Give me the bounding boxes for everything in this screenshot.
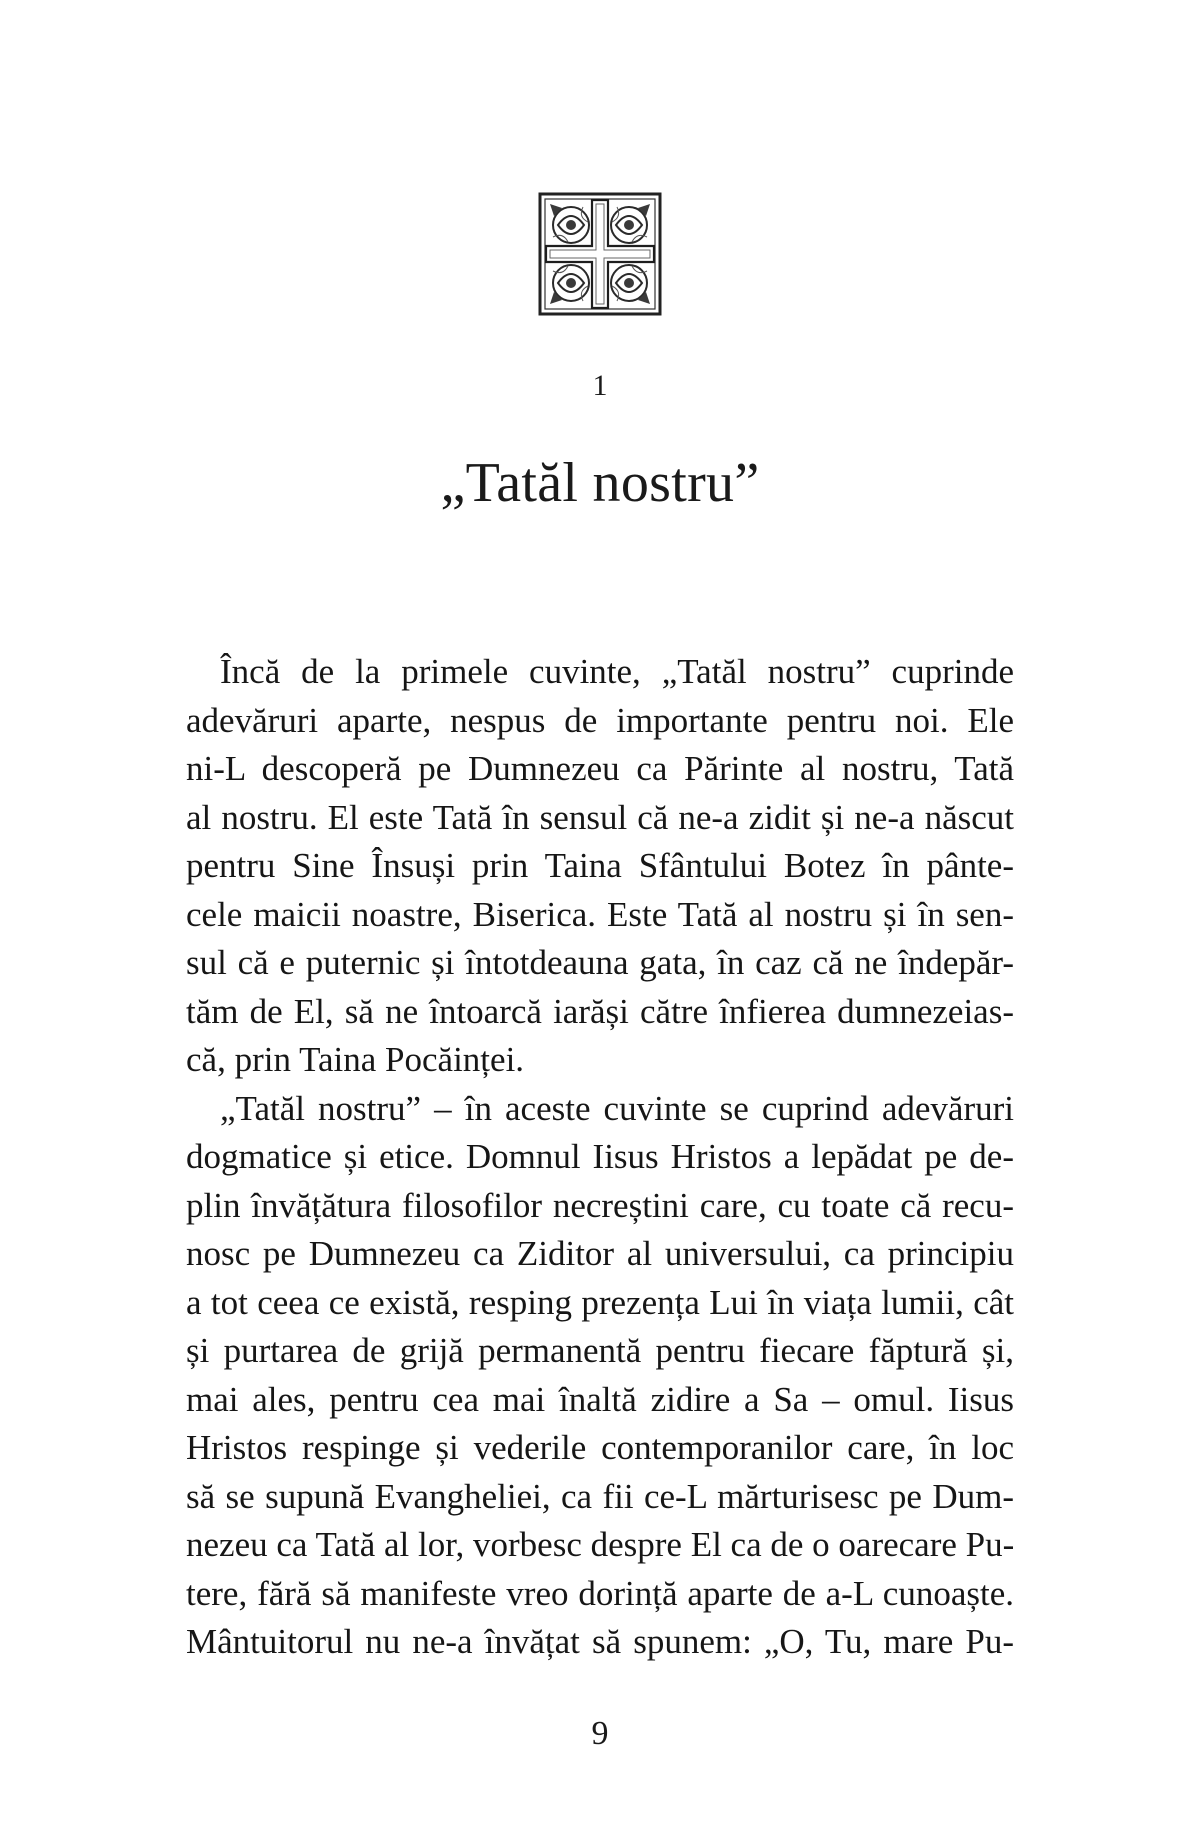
- text-line: al nostru. El este Tată în sensul că ne-a zidit și ne-a născut: [186, 797, 1014, 837]
- paragraph: [186, 648, 1014, 1085]
- text-line: Încă de la primele cuvinte, „Tatăl nostru” cuprinde: [220, 652, 1014, 691]
- text-line: plin învățătura filosofilor necreștini care, cu toate că recu-: [186, 1185, 1014, 1225]
- text-line: adevăruri aparte, nespus de importante pentru noi. Ele: [186, 700, 1014, 740]
- text-line: să se supună Evangheliei, ca fii ce-L mărturisesc pe Dum-: [186, 1476, 1014, 1516]
- text-line: cele maicii noastre, Biserica. Este Tată al nostru și în sen-: [186, 894, 1014, 934]
- text-line: nezeu ca Tată al lor, vorbesc despre El ca de o oarecare Pu-: [186, 1525, 1015, 1564]
- text-line: mai ales, pentru cea mai înaltă zidire a Sa – omul. Iisus: [186, 1379, 1014, 1419]
- paragraph: [186, 1085, 1014, 1667]
- text-line: Hristos respinge și vederile contemporanilor care, în loc: [186, 1428, 1014, 1467]
- chapter-body: [186, 648, 1014, 1667]
- text-line: dogmatice și etice. Domnul Iisus Hristos a lepădat pe de-: [186, 1137, 1014, 1176]
- text-line: a tot ceea ce există, resping prezența Lui în viața lumii, cât: [186, 1282, 1014, 1322]
- text-line: tăm de El, să ne întoarcă iarăși către înfierea dumnezeias-: [186, 991, 1014, 1031]
- text-line: că, prin Taina Pocăinței.: [186, 1040, 525, 1079]
- text-line: pentru Sine Însuși prin Taina Sfântului Botez în pânte-: [186, 846, 1014, 885]
- page-number: 9: [591, 1715, 609, 1752]
- chapter-number: 1: [592, 369, 608, 402]
- text-line: tere, fără să manifeste vreo dorință aparte de a-L cunoaște.: [186, 1573, 1014, 1613]
- text-line: sul că e puternic și întotdeauna gata, în caz că ne îndepăr-: [186, 943, 1014, 982]
- chapter-title: „Tatăl nostru”: [440, 452, 760, 514]
- decorative-cross-ornament-icon: [538, 192, 662, 316]
- text-line: ni-L descoperă pe Dumnezeu ca Părinte al nostru, Tată: [186, 749, 1014, 788]
- text-line: și purtarea de grijă permanentă pentru fiecare făptură și,: [186, 1331, 1014, 1370]
- text-line: nosc pe Dumnezeu ca Ziditor al universului, ca principiu: [186, 1234, 1014, 1273]
- text-line: Mântuitorul nu ne-a învățat să spunem: „O, Tu, mare Pu-: [186, 1622, 1014, 1661]
- text-line: „Tatăl nostru” – în aceste cuvinte se cuprind adevăruri: [220, 1088, 1014, 1128]
